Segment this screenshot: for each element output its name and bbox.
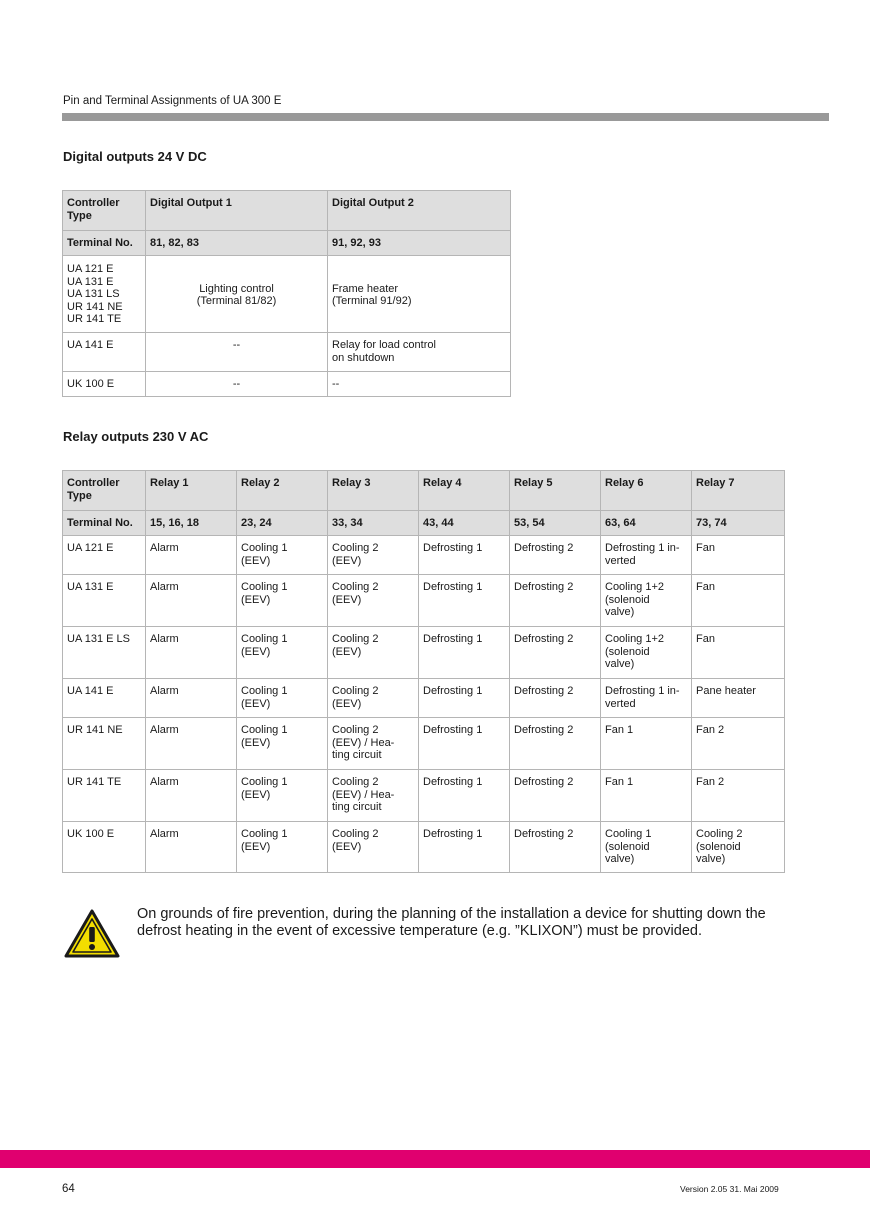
table-cell: UR 141 TE [63, 770, 146, 822]
version-label: Version 2.05 31. Mai 2009 [680, 1184, 779, 1194]
column-header: Relay 4 [419, 471, 510, 511]
table-cell: UA 131 E LS [63, 627, 146, 679]
table-cell: Defrosting 1 in- verted [601, 679, 692, 718]
table-cell: Fan 2 [692, 770, 785, 822]
table-cell: Defrosting 2 [510, 770, 601, 822]
fire-prevention-note: On grounds of fire prevention, during the planning of the installation a device for shutting down the defrost heating in the event of excessive temperature (e.g. ”KLIXON”) must be provided. [137, 906, 766, 939]
table-cell: Frame heater (Terminal 91/92) [328, 256, 511, 333]
table-cell: Cooling 1 (EEV) [237, 627, 328, 679]
terminal-cell: 81, 82, 83 [146, 231, 328, 256]
table-cell: Alarm [146, 718, 237, 770]
terminal-cell: 53, 54 [510, 511, 601, 536]
table-cell: Defrosting 1 [419, 536, 510, 575]
digital-outputs-table [62, 190, 511, 397]
page-header-title: Pin and Terminal Assignments of UA 300 E [63, 95, 282, 107]
table-cell: Fan [692, 575, 785, 627]
digital-outputs-heading: Digital outputs 24 V DC [63, 149, 207, 164]
table-cell: UK 100 E [63, 822, 146, 873]
table-cell: Cooling 1 (EEV) [237, 822, 328, 873]
page-number: 64 [62, 1183, 75, 1195]
table-cell: Cooling 2 (EEV) / Hea- ting circuit [328, 718, 419, 770]
table-cell: Cooling 2 (solenoid valve) [692, 822, 785, 873]
table-cell: Fan [692, 627, 785, 679]
terminal-cell: 23, 24 [237, 511, 328, 536]
table-cell: Defrosting 2 [510, 575, 601, 627]
table-cell: Alarm [146, 679, 237, 718]
terminal-cell: 33, 34 [328, 511, 419, 536]
table-cell: Cooling 2 (EEV) [328, 627, 419, 679]
column-header: Digital Output 2 [328, 191, 511, 231]
table-row [63, 627, 785, 679]
table-cell: Fan 2 [692, 718, 785, 770]
terminal-label-cell: Terminal No. [63, 511, 146, 536]
table-cell: Fan 1 [601, 770, 692, 822]
table-cell: Cooling 2 (EEV) [328, 679, 419, 718]
table-cell: Defrosting 1 [419, 679, 510, 718]
table-cell: Cooling 2 (EEV) [328, 575, 419, 627]
table-cell: Alarm [146, 627, 237, 679]
table-cell: Cooling 1 (EEV) [237, 770, 328, 822]
column-header: Controller Type [63, 191, 146, 231]
table-cell: Defrosting 1 [419, 822, 510, 873]
table-cell: Fan [692, 536, 785, 575]
footer-accent-bar [0, 1150, 870, 1168]
table-row [63, 718, 785, 770]
table-cell: Fan 1 [601, 718, 692, 770]
warning-triangle-icon [64, 909, 120, 959]
table-row [63, 536, 785, 575]
table-cell: -- [146, 372, 328, 397]
terminal-cell: 43, 44 [419, 511, 510, 536]
table-cell: Relay for load control on shutdown [328, 333, 511, 372]
header-divider [62, 113, 829, 121]
column-header: Relay 6 [601, 471, 692, 511]
table-cell: UA 131 E [63, 575, 146, 627]
column-header: Relay 7 [692, 471, 785, 511]
table-cell: Cooling 1 (EEV) [237, 536, 328, 575]
table-cell: UR 141 NE [63, 718, 146, 770]
table-cell: UA 121 E UA 131 E UA 131 LS UR 141 NE UR 141 TE [63, 256, 146, 333]
table-cell: Cooling 1 (solenoid valve) [601, 822, 692, 873]
terminal-cell: 91, 92, 93 [328, 231, 511, 256]
column-header: Relay 5 [510, 471, 601, 511]
column-header: Controller Type [63, 471, 146, 511]
table-cell: Cooling 1+2 (solenoid valve) [601, 575, 692, 627]
terminal-label-cell: Terminal No. [63, 231, 146, 256]
table-cell: -- [328, 372, 511, 397]
table-cell: Defrosting 1 in- verted [601, 536, 692, 575]
table-cell: Cooling 2 (EEV) [328, 536, 419, 575]
table-cell: UA 141 E [63, 679, 146, 718]
column-header: Relay 2 [237, 471, 328, 511]
table-row [63, 575, 785, 627]
table-row [63, 822, 785, 873]
table-cell: Cooling 1 (EEV) [237, 575, 328, 627]
table-cell: -- [146, 333, 328, 372]
table-cell: Cooling 1 (EEV) [237, 679, 328, 718]
terminal-cell: 15, 16, 18 [146, 511, 237, 536]
terminal-cell: 73, 74 [692, 511, 785, 536]
column-header: Relay 1 [146, 471, 237, 511]
table-cell: UA 121 E [63, 536, 146, 575]
column-header: Relay 3 [328, 471, 419, 511]
table-cell: Lighting control (Terminal 81/82) [146, 256, 328, 333]
table-cell: Alarm [146, 536, 237, 575]
table-cell: Pane heater [692, 679, 785, 718]
table-cell: Defrosting 1 [419, 575, 510, 627]
relay-outputs-heading: Relay outputs 230 V AC [63, 429, 209, 444]
table-cell: Defrosting 2 [510, 627, 601, 679]
table-cell: UK 100 E [63, 372, 146, 397]
table-cell: Cooling 1+2 (solenoid valve) [601, 627, 692, 679]
table-cell: Defrosting 1 [419, 718, 510, 770]
table-cell: Alarm [146, 822, 237, 873]
column-header: Digital Output 1 [146, 191, 328, 231]
table-row [63, 770, 785, 822]
table-cell: Cooling 2 (EEV) [328, 822, 419, 873]
table-cell: Defrosting 2 [510, 536, 601, 575]
table-row [63, 679, 785, 718]
table-cell: Defrosting 2 [510, 718, 601, 770]
table-cell: Alarm [146, 575, 237, 627]
table-cell: Defrosting 1 [419, 627, 510, 679]
table-cell: Defrosting 2 [510, 679, 601, 718]
table-cell: UA 141 E [63, 333, 146, 372]
table-cell: Defrosting 1 [419, 770, 510, 822]
table-cell: Cooling 2 (EEV) / Hea- ting circuit [328, 770, 419, 822]
table-cell: Defrosting 2 [510, 822, 601, 873]
terminal-cell: 63, 64 [601, 511, 692, 536]
table-cell: Cooling 1 (EEV) [237, 718, 328, 770]
table-cell: Alarm [146, 770, 237, 822]
relay-outputs-table [62, 470, 785, 873]
